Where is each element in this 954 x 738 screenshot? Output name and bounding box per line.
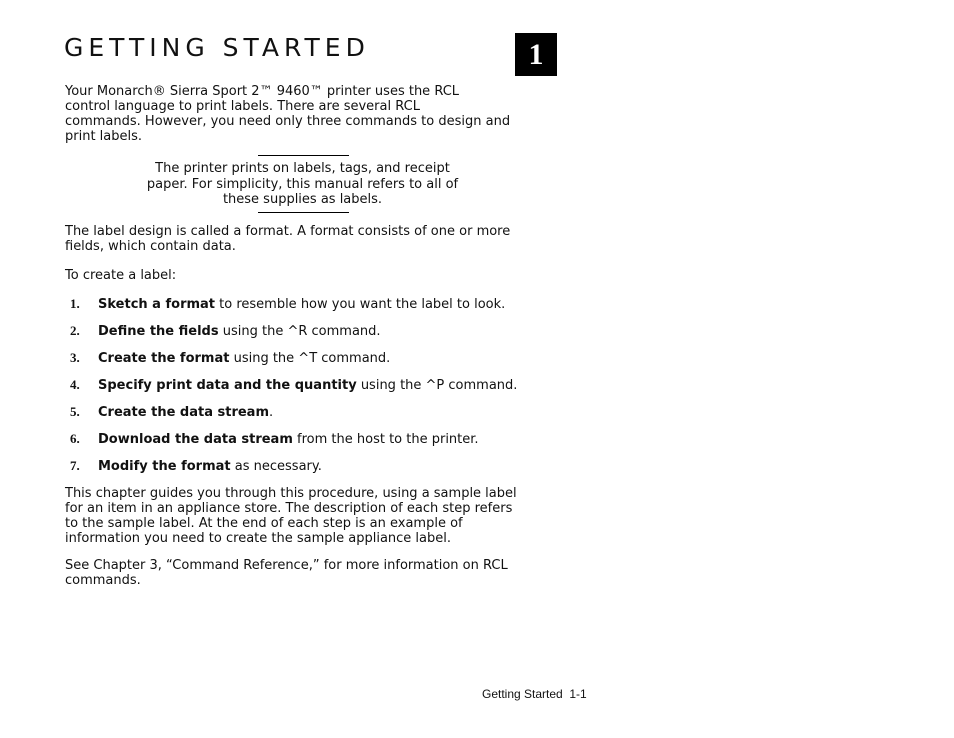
chapter-number-badge: 1: [515, 33, 557, 76]
step-description: to resemble how you want the label to look.: [215, 297, 506, 312]
see-paragraph: [65, 558, 535, 588]
step-description: using the ^T command.: [229, 351, 391, 366]
step-number: 5.: [70, 404, 80, 419]
note-line: paper. For simplicity, this manual refers to all of: [146, 176, 459, 192]
see-line: See Chapter 3, “Command Reference,” for more information on RCL: [65, 558, 508, 573]
create-label-intro: To create a label:: [65, 268, 177, 283]
intro-paragraph: [65, 84, 535, 144]
step-item: [70, 431, 517, 458]
chapter-line: to the sample label. At the end of each step is an example of: [65, 516, 463, 531]
step-item: [70, 323, 517, 350]
step-item: [70, 458, 517, 485]
step-description: as necessary.: [230, 459, 322, 474]
page-footer: Getting Started 1-1: [482, 687, 587, 701]
see-line: commands.: [65, 573, 141, 588]
chapter-paragraph: [65, 486, 535, 546]
intro-line: Your Monarch® Sierra Sport 2™ 9460™ printer uses the RCL: [65, 84, 460, 99]
step-number: 2.: [70, 323, 80, 338]
intro-line: control language to print labels. There are several RCL: [65, 99, 420, 114]
chapter-line: This chapter guides you through this procedure, using a sample label: [65, 486, 517, 501]
format-paragraph: [65, 224, 535, 254]
step-title: Sketch a format: [98, 297, 216, 312]
step-description: from the host to the printer.: [292, 432, 479, 447]
step-item: [70, 296, 517, 323]
step-item: [70, 404, 517, 431]
step-item: [70, 377, 517, 404]
step-number: 4.: [70, 377, 80, 392]
note-line: these supplies as labels.: [222, 192, 383, 207]
step-number: 1.: [70, 296, 80, 311]
intro-line: print labels.: [65, 129, 143, 144]
step-number: 7.: [70, 458, 80, 473]
step-number: 3.: [70, 350, 80, 365]
step-description: using the ^P command.: [356, 378, 518, 393]
step-title: Download the data stream: [98, 432, 293, 447]
note-top-rule: [258, 155, 349, 156]
intro-line: commands. However, you need only three commands to design and: [65, 114, 511, 129]
chapter-line: for an item in an appliance store. The description of each step refers: [65, 501, 513, 516]
chapter-title: GETTING STARTED: [64, 33, 370, 62]
step-item: [70, 350, 517, 377]
step-title: Create the data stream: [98, 405, 269, 420]
steps-list: [70, 296, 517, 485]
step-title: Create the format: [98, 351, 230, 366]
note-box: [130, 161, 475, 208]
note-line: The printer prints on labels, tags, and receipt: [155, 161, 450, 176]
note-bottom-rule: [258, 212, 349, 213]
step-description: using the ^R command.: [218, 324, 381, 339]
step-title: Specify print data and the quantity: [98, 378, 357, 393]
format-line: The label design is called a format. A format consists of one or more: [65, 224, 511, 239]
step-title: Modify the format: [98, 459, 231, 474]
step-description: .: [269, 405, 274, 420]
format-line: fields, which contain data.: [65, 239, 236, 254]
step-title: Define the fields: [98, 324, 219, 339]
step-number: 6.: [70, 431, 80, 446]
chapter-line: information you need to create the sample appliance label.: [65, 531, 451, 546]
